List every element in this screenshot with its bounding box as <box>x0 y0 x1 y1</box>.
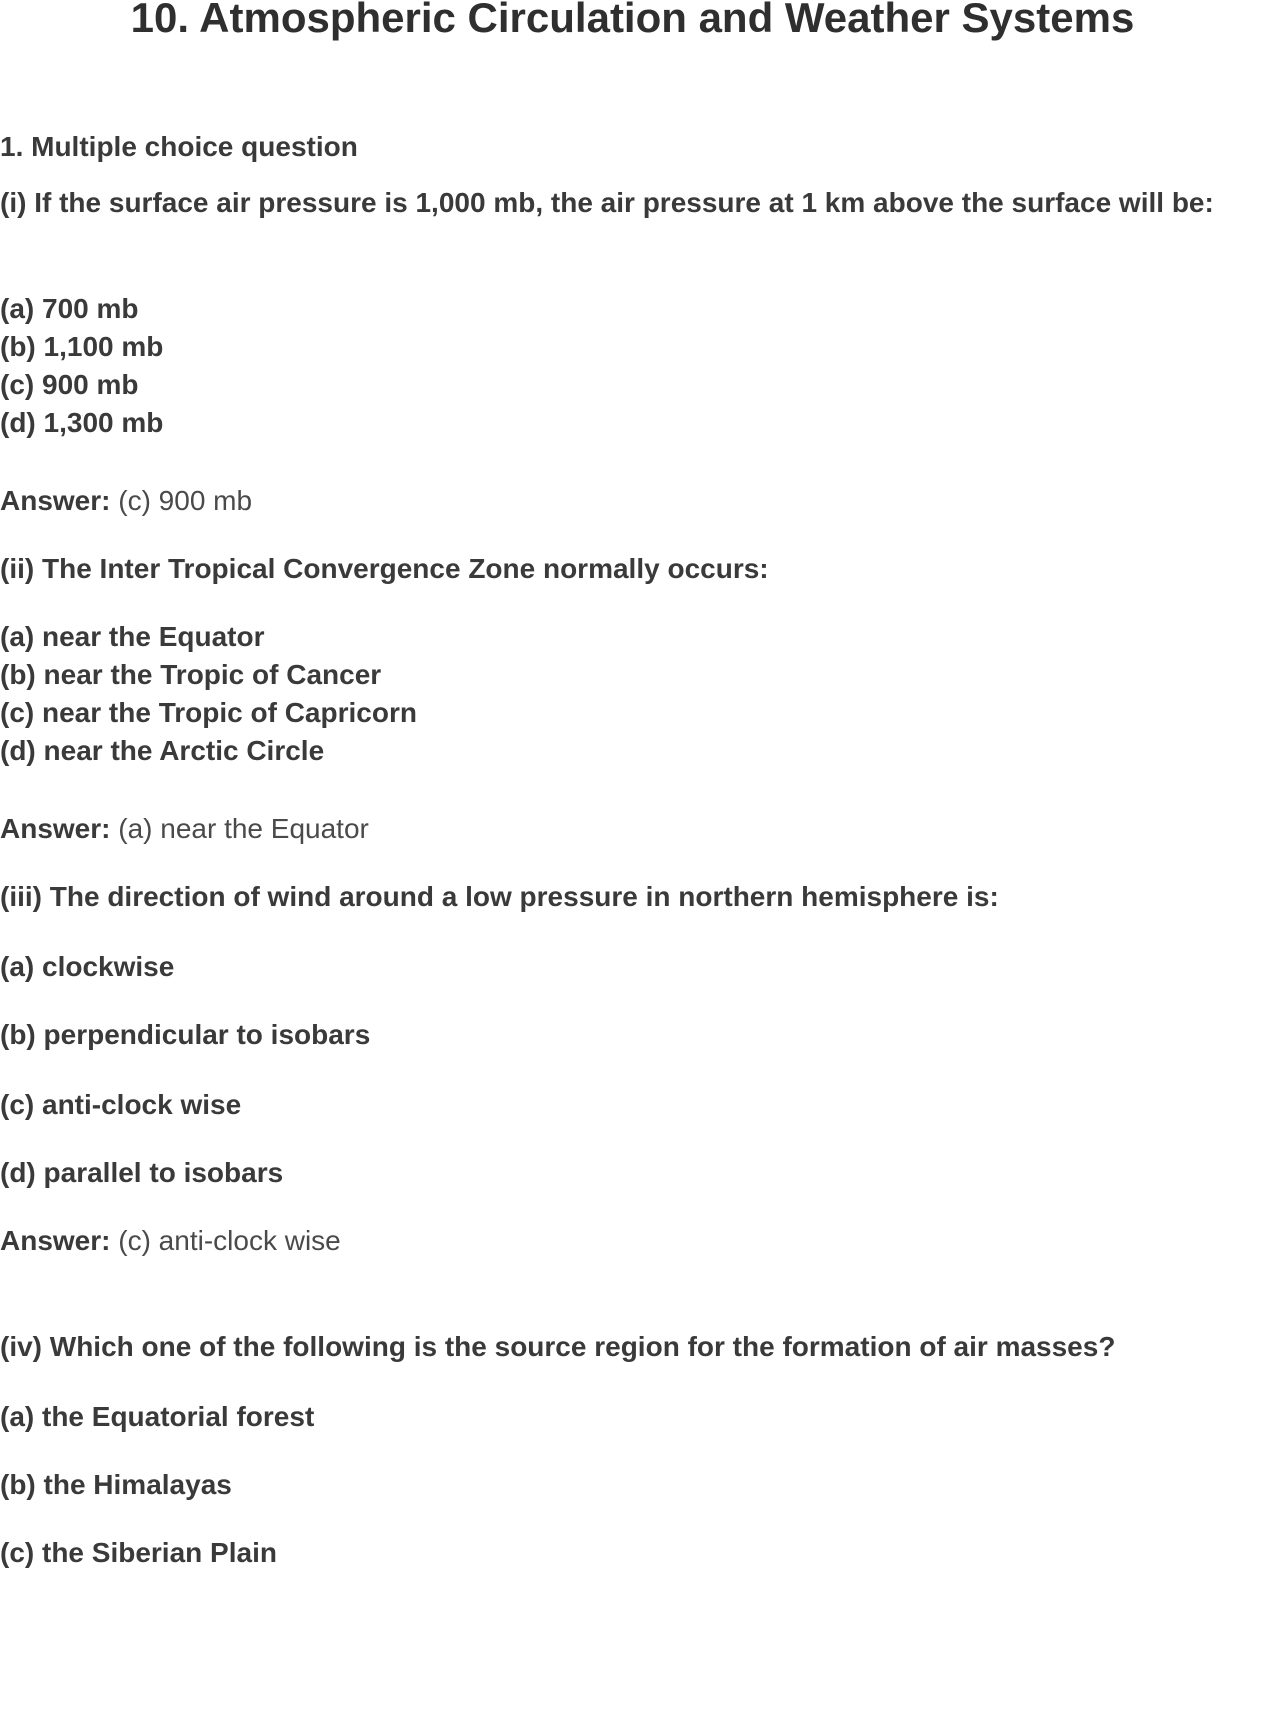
question-2-option-d: (d) near the Arctic Circle <box>0 735 325 766</box>
question-3-text: (iii) The direction of wind around a low pressure in northern hemisphere is: <box>0 881 999 912</box>
question-1-option-c: (c) 900 mb <box>0 369 139 400</box>
question-2-option-a: (a) near the Equator <box>0 621 265 652</box>
question-2-option-c: (c) near the Tropic of Capricorn <box>0 697 417 728</box>
page-title: 10. Atmospheric Circulation and Weather Systems <box>130 0 1135 41</box>
answer-label: Answer: <box>0 813 111 844</box>
question-1-text: (i) If the surface air pressure is 1,000 mb, the air pressure at 1 km above the surface will be: <box>0 187 1214 218</box>
section-heading: 1. Multiple choice question <box>0 131 358 162</box>
question-4-text: (iv) Which one of the following is the source region for the formation of air masses? <box>0 1331 1116 1362</box>
answer-text: (c) anti-clock wise <box>118 1225 341 1256</box>
question-3-option-c: (c) anti-clock wise <box>0 1089 242 1120</box>
answer-label: Answer: <box>0 485 111 516</box>
question-2-option-b: (b) near the Tropic of Cancer <box>0 659 382 690</box>
question-2-answer <box>0 812 369 846</box>
question-3-option-a: (a) clockwise <box>0 951 175 982</box>
question-4-option-b: (b) the Himalayas <box>0 1469 232 1500</box>
question-3-option-b: (b) perpendicular to isobars <box>0 1019 371 1050</box>
question-3-option-d: (d) parallel to isobars <box>0 1157 284 1188</box>
question-1-option-a: (a) 700 mb <box>0 293 139 324</box>
question-3-answer <box>0 1224 341 1258</box>
question-1-option-d: (d) 1,300 mb <box>0 407 164 438</box>
question-4-option-c: (c) the Siberian Plain <box>0 1537 277 1568</box>
question-2-text: (ii) The Inter Tropical Convergence Zone normally occurs: <box>0 553 769 584</box>
question-4-option-a: (a) the Equatorial forest <box>0 1401 315 1432</box>
question-1-answer <box>0 484 252 518</box>
answer-label: Answer: <box>0 1225 111 1256</box>
answer-text: (a) near the Equator <box>118 813 369 844</box>
question-1-option-b: (b) 1,100 mb <box>0 331 164 362</box>
answer-text: (c) 900 mb <box>118 485 253 516</box>
